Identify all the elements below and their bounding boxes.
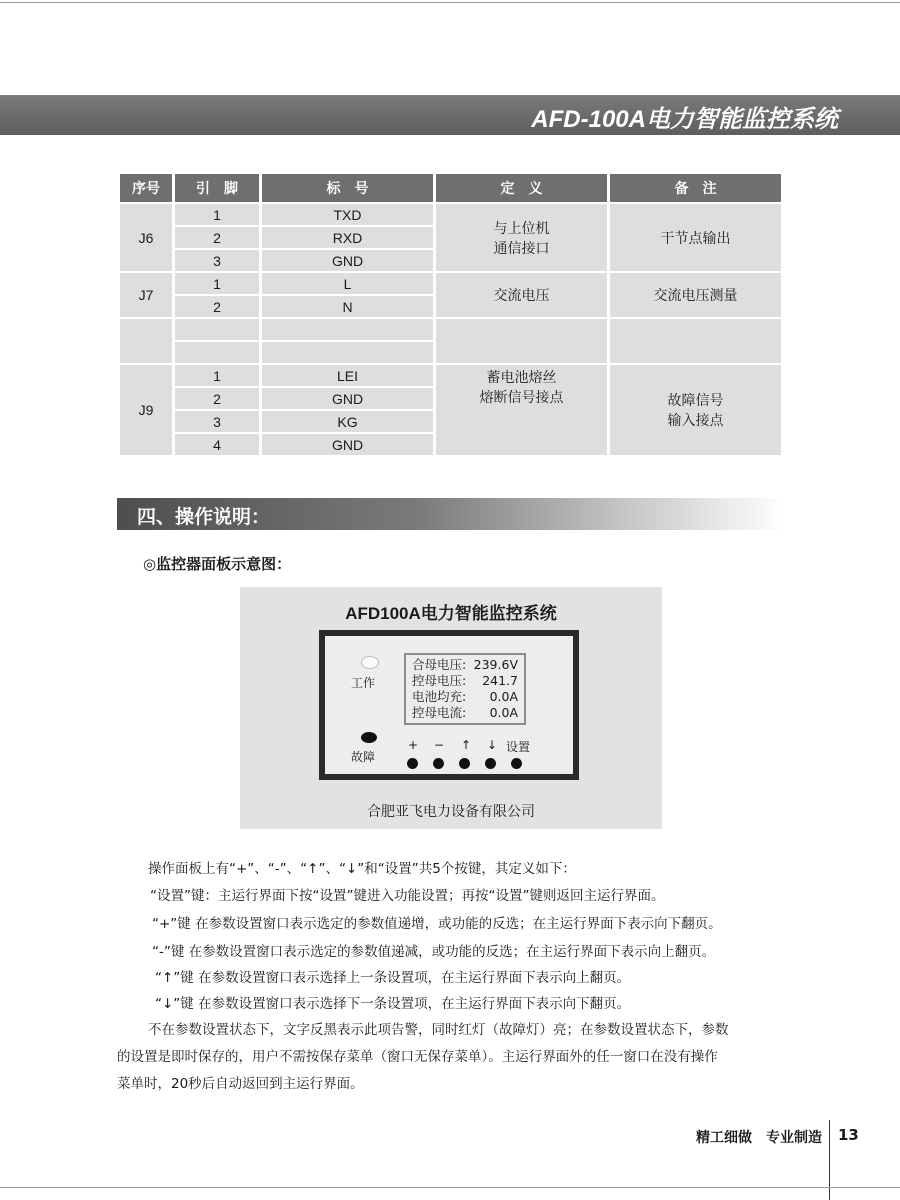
col-header-note: 备 注 xyxy=(610,174,781,202)
work-label: 工作 xyxy=(351,676,376,690)
lcd-value: 241.7 xyxy=(482,673,518,688)
pin-label: TXD xyxy=(262,204,433,225)
monitor-panel-diagram xyxy=(240,587,662,829)
panel-screen-frame xyxy=(319,630,579,780)
pin-number: 3 xyxy=(175,411,259,432)
pin-label: RXD xyxy=(262,227,433,248)
table-row xyxy=(120,365,781,386)
definition-line: 蓄电池熔丝 xyxy=(486,369,557,385)
table-row xyxy=(120,273,781,294)
pin-label: L xyxy=(262,273,433,294)
empty-cell xyxy=(610,319,781,363)
key-description-down: “↓”键 在参数设置窗口表示选择下一条设置项，在主运行界面下表示向下翻页。 xyxy=(155,996,631,1012)
empty-cell xyxy=(436,319,607,363)
pin-definition xyxy=(436,204,607,271)
lcd-row xyxy=(412,689,518,705)
pin-label: LEI xyxy=(262,365,433,386)
empty-cell xyxy=(120,319,172,363)
minus-key xyxy=(433,758,444,769)
connector-id: J7 xyxy=(120,273,172,317)
pin-note xyxy=(610,365,781,455)
key-description-up: “↑”键 在参数设置窗口表示选择上一条设置项，在主运行界面下表示向上翻页。 xyxy=(155,970,631,986)
pin-label: KG xyxy=(262,411,433,432)
table-row-empty xyxy=(120,319,781,340)
lcd-row xyxy=(412,673,518,689)
col-header-definition: 定 义 xyxy=(436,174,607,202)
minus-key-label: − xyxy=(434,738,445,752)
pin-number: 2 xyxy=(175,227,259,248)
pin-number: 4 xyxy=(175,434,259,455)
paragraph-line: 不在参数设置状态下，文字反黑表示此项告警，同时红灯（故障灯）亮；在参数设置状态下，参数 xyxy=(148,1022,729,1038)
col-header-label: 标 号 xyxy=(262,174,433,202)
pin-definition: 交流电压 xyxy=(436,273,607,317)
pin-label: GND xyxy=(262,388,433,409)
pin-number: 2 xyxy=(175,388,259,409)
pin-label: GND xyxy=(262,434,433,455)
section-heading-bar xyxy=(117,498,785,530)
panel-diagram-caption: ◎监控器面板示意图： xyxy=(143,555,292,573)
key-description-plus: “+”键 在参数设置窗口表示选定的参数值递增，或功能的反选；在主运行界面下表示向下翻页。 xyxy=(152,916,722,932)
pin-number: 1 xyxy=(175,204,259,225)
set-key xyxy=(511,758,522,769)
note-line: 故障信号 xyxy=(667,392,724,408)
lcd-row xyxy=(412,657,518,673)
down-key-label: ↓ xyxy=(487,738,498,752)
pin-number: 3 xyxy=(175,250,259,271)
lcd-row xyxy=(412,705,518,721)
top-rule xyxy=(0,2,900,3)
lcd-value: 0.0A xyxy=(489,705,518,720)
header-bar xyxy=(0,95,900,135)
up-key xyxy=(459,758,470,769)
table-header-row xyxy=(120,174,781,202)
empty-cell xyxy=(175,319,259,340)
pin-label: N xyxy=(262,296,433,317)
plus-key-label: + xyxy=(408,738,419,752)
definition-line: 熔断信号接点 xyxy=(479,389,564,405)
pin-number: 2 xyxy=(175,296,259,317)
pin-number: 1 xyxy=(175,273,259,294)
empty-cell xyxy=(175,342,259,363)
fault-indicator-light xyxy=(361,732,377,743)
key-description-set: “设置”键：主运行界面下按“设置”键进入功能设置；再按“设置”键则返回主运行界面。 xyxy=(150,888,665,904)
pin-definition xyxy=(436,365,607,455)
empty-cell xyxy=(262,342,433,363)
empty-cell xyxy=(262,319,433,340)
connector-id: J9 xyxy=(120,365,172,455)
lcd-display xyxy=(404,653,526,725)
lcd-label: 合母电压: xyxy=(412,657,467,672)
pin-note: 交流电压测量 xyxy=(610,273,781,317)
document-title: AFD-100A电力智能监控系统 xyxy=(531,106,838,133)
pin-number: 1 xyxy=(175,365,259,386)
panel-title: AFD100A电力智能监控系统 xyxy=(345,604,557,623)
page-number: 13 xyxy=(838,1126,859,1144)
footer-slogan: 精工细做 专业制造 xyxy=(696,1130,822,1146)
lcd-label: 控母电压: xyxy=(412,673,467,688)
instructions-intro: 操作面板上有“+”、“-”、“↑”、“↓”和“设置”共5个按键，其定义如下： xyxy=(148,861,576,877)
paragraph-line: 菜单时，20秒后自动返回到主运行界面。 xyxy=(117,1076,364,1092)
connector-id: J6 xyxy=(120,204,172,271)
lcd-value: 0.0A xyxy=(489,689,518,704)
set-key-label: 设置 xyxy=(506,740,531,754)
lcd-value: 239.6V xyxy=(473,657,518,672)
table-row xyxy=(120,204,781,225)
fault-label: 故障 xyxy=(351,750,376,764)
note-line: 输入接点 xyxy=(667,412,724,428)
company-name: 合肥亚飞电力设备有限公司 xyxy=(367,804,535,820)
section-title: 四、操作说明： xyxy=(137,506,271,528)
plus-key xyxy=(407,758,418,769)
paragraph-line: 的设置是即时保存的，用户不需按保存菜单（窗口无保存菜单）。主运行界面外的任一窗口在没有操作 xyxy=(117,1049,718,1065)
definition-line: 与上位机 xyxy=(493,219,550,236)
bottom-rule xyxy=(0,1187,900,1188)
down-key xyxy=(485,758,496,769)
pin-table xyxy=(117,172,784,457)
lcd-label: 控母电流: xyxy=(412,705,467,720)
definition-line: 通信接口 xyxy=(493,239,550,256)
col-header-pin: 引 脚 xyxy=(175,174,259,202)
pin-label: GND xyxy=(262,250,433,271)
pin-note: 干节点输出 xyxy=(610,204,781,271)
footer-divider xyxy=(829,1120,830,1200)
work-indicator-light xyxy=(361,656,379,669)
lcd-label: 电池均充: xyxy=(412,689,467,704)
key-description-minus: “-”键 在参数设置窗口表示选定的参数值递减，或功能的反选；在主运行界面下表示向上翻页。 xyxy=(152,944,716,960)
up-key-label: ↑ xyxy=(461,738,472,752)
col-header-index: 序号 xyxy=(120,174,172,202)
